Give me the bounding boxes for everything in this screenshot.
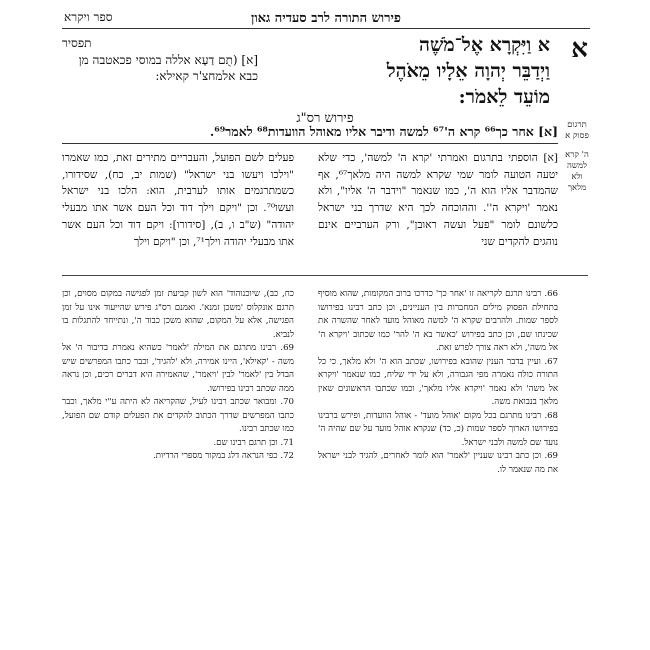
footnotes-right xyxy=(318,288,558,477)
footnote: 70. ומבואר שכתב רבינו לעיל, שהקריאה לא היתה ע"י מלאך, וכבר כתבו המפרשים שדרך הכתוב להקדים את הפעלים קודם שם הפועל, כמו שכתב רבינו. xyxy=(62,397,294,434)
footnote: 69. וכן כתב רבינו שעניין 'לאמר' הוא לומר לאחרים, להגיד לבני ישראל את מה שנאמר לו. xyxy=(318,451,558,475)
footnote: כח, כב), שיוכנוהוד' הוא לשון קביעת זמן לפגישה במקום מסוים, וכן תרגם אונקלוס 'משכן זמנא'. ואמנם רס"ג פירש שהייעוד אינו על זמן הפגישה, אלא על המקום, שהוא משכן כבוד ה', ונתייחד להתגלות בו לנביא. xyxy=(62,289,294,340)
header-title: פירוש התורה לרב סעדיה גאון xyxy=(251,11,401,26)
footnote: 66. רבינו תרגם לקריאה זו 'אחר כך' כדרכו ברוב המקומות, שהוא מוסיף בתחילת הפסוק מילים המחברות בין העניינים, וכן כתב רבינו בפירושו לספר שמות. ולהרבים שקרא ה' למשה מאוהל מועד לאחר שהשרה את שכינתו שם, וכן כתב בפירוש 'כאשר בא ה' להר' כמו שכתוב 'ויקרא ה' אל משה', ולא ראה צורך לפרש זאת. xyxy=(318,289,558,353)
footnote: 69. רבינו מתרגם את המילה 'לאמר' כשהיא נאמרת בדיבור ה' אל משה - 'קאילא', היינו אמירה, ולא 'להגיד', וכבר כתבו המפרשים שיש הבדל בין 'לאמר' לבין 'ויאמר', שהאמירה היא דברים רכים, וכן נראה ממה שכתב רבינו בפירושו. xyxy=(62,343,294,394)
verse-text: א וַיִּקְרָא אֶל־מֹשֶׁה וַיְדַבֵּר יְהוָה אֵלָיו מֵאֹהֶל מוֹעֵד לֵאמֹר: xyxy=(386,34,550,108)
verse-number: א xyxy=(571,34,588,64)
rasag-translation xyxy=(62,124,558,144)
footnote: 68. רבינו מתרגם בכל מקום 'אוהל מועד' - אוהל הוועדות, ופירש ברבינו בפירושו הארוך לספר שמות (כ, כד) שנקרא אוהל מועד על שם שהיה ה' נועד שם למשה ולבני ישראל. xyxy=(318,410,558,448)
footnote: 71. וכן תרגם רבינו שם. xyxy=(213,437,294,448)
rasag-translation-text: [א] אחר כך⁶⁶ קרא ה'⁶⁷ למשה ודיבר אליו מאוהל הוועדות⁶⁸ לאמר⁶⁹. xyxy=(209,124,558,139)
footnote: 72. כפי הנראה דלג במקור מספרי הרדיות. xyxy=(152,451,294,461)
rasag-heading: פירוש רס"ג xyxy=(296,111,354,126)
footnote: 67. ועיין בדבר הענין שהובא בפירושו, שכתב הוא ה' ולא מלאך, כי כל התורה כולה נאמרה מפי הגבורה, ולא על ידי שליח, כמו שנאמר 'ויקרא אל משה' ולא נאמר 'ויקרא אליו מלאך', וכמו שכתבו הראשונים שאין מלאך בנבואת משה. xyxy=(318,356,558,407)
tafsir-text: [א] (תֻם דַעָא אללה במוסי פכאטבה מן כבא אלמחצ'ר קאילא: xyxy=(78,53,258,83)
tafsir-heading: תפסיר xyxy=(62,36,92,50)
margin-label-not-angel: ה' קרא למשה ולא מלאך xyxy=(565,150,589,193)
commentary-column-left: פעלים לשם הפועל, והעבריים מתירים זאת, כמו שאמרו "וילכו ויעשו בני ישראל" (שמות יב, כח), שסידורו, כשמתרגמים אותו לערבית, הוא: הלכו בני ישראל ועשו⁷⁰. וכן "ויקם וילך דוד וכל העם אשר אתו מבעלי יהודה" (ש"ב ו, ב), [סידורו]: ויקם דוד וכל העם אשר אתו מבעלי יהודה וילך⁷¹, וכן "ויקם וילך xyxy=(62,152,294,248)
footnotes-left xyxy=(62,288,294,464)
header-book-name: ספר ויקרא xyxy=(64,10,113,24)
margin-label-translation: תרגום פסוק א xyxy=(565,120,589,141)
running-header xyxy=(62,8,590,29)
notes-divider xyxy=(62,275,588,276)
commentary-column-right: [א] הוספתי בתרגום ואמרתי 'קרא ה' למשה', כדי שלא יטעה הטועה לומר שמי שקרא למשה היה מלאך⁶⁷, אף שהמדבר אליו הוא ה', כמו שנאמר "וידבר ה' אליו", ולא נאמר 'ויקרא ה''. וההוכחה לכך היא שדרך בני ישראל כלשונם לומר "פעל ועשה ראובן", ורק הערביים אינם נוהגים להקדים שני xyxy=(318,152,558,248)
